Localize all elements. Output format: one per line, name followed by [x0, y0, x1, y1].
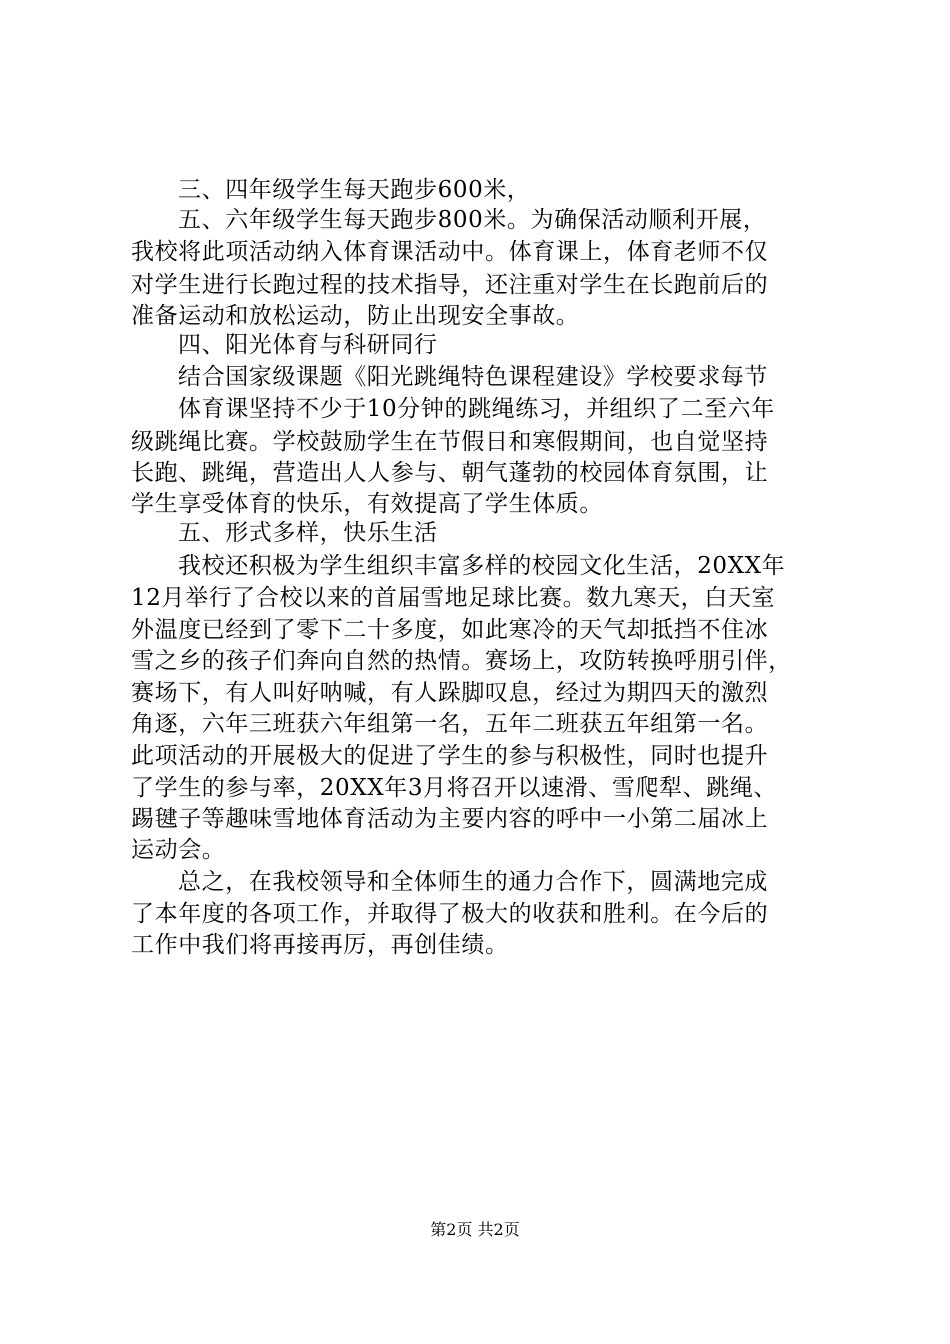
text-line-17: 赛场下，有人叫好呐喊，有人跺脚叹息，经过为期四天的激烈	[131, 680, 769, 706]
text-line-22: 运动会。	[131, 837, 226, 863]
text-line-23: 总之，在我校领导和全体师生的通力合作下，圆满地完成	[178, 869, 768, 895]
text-line-4: 对学生进行长跑过程的技术指导，还注重对学生在长跑前后的	[131, 272, 769, 298]
text-line-10: 长跑、跳绳，营造出人人参与、朝气蓬勃的校园体育氛围，让	[131, 460, 769, 486]
text-line-11: 学生享受体育的快乐，有效提高了学生体质。	[131, 491, 603, 517]
text-line-8: 体育课坚持不少于10分钟的跳绳练习，并组织了二至六年	[178, 396, 775, 422]
text-line-24: 了本年度的各项工作，并取得了极大的收获和胜利。在今后的	[131, 901, 769, 927]
text-line-14: 12月举行了合校以来的首届雪地足球比赛。数九寒天，白天室	[131, 585, 776, 611]
text-line-2: 五、六年级学生每天跑步800米。为确保活动顺利开展，	[178, 207, 767, 233]
text-line-25: 工作中我们将再接再厉，再创佳绩。	[131, 932, 509, 958]
text-line-21: 踢毽子等趣味雪地体育活动为主要内容的呼中一小第二届冰上	[131, 806, 769, 832]
text-line-19: 此项活动的开展极大的促进了学生的参与积极性，同时也提升	[131, 743, 769, 769]
text-line-9: 级跳绳比赛。学校鼓励学生在节假日和寒假期间，也自觉坚持	[131, 429, 769, 455]
page-number-footer: 第2页 共2页	[430, 1220, 520, 1239]
text-line-1: 三、四年级学生每天跑步600米，	[178, 177, 531, 203]
text-line-15: 外温度已经到了零下二十多度，如此寒冷的天气却抵挡不住冰	[131, 617, 769, 643]
text-line-20: 了学生的参与率，20XX年3月将召开以速滑、雪爬犁、跳绳、	[131, 775, 778, 801]
text-line-16: 雪之乡的孩子们奔向自然的热情。赛场上，攻防转换呼朋引伴，	[131, 648, 792, 674]
text-line-12: 五、形式多样，快乐生活	[178, 520, 438, 546]
text-line-13: 我校还积极为学生组织丰富多样的校园文化生活，20XX年	[178, 553, 786, 579]
text-line-18: 角逐，六年三班获六年组第一名，五年二班获五年组第一名。	[131, 711, 769, 737]
text-line-3: 我校将此项活动纳入体育课活动中。体育课上，体育老师不仅	[131, 239, 769, 265]
text-line-5: 准备运动和放松运动，防止出现安全事故。	[131, 303, 580, 329]
text-line-6: 四、阳光体育与科研同行	[178, 332, 438, 358]
text-line-7: 结合国家级课题《阳光跳绳特色课程建设》学校要求每节	[178, 364, 768, 390]
